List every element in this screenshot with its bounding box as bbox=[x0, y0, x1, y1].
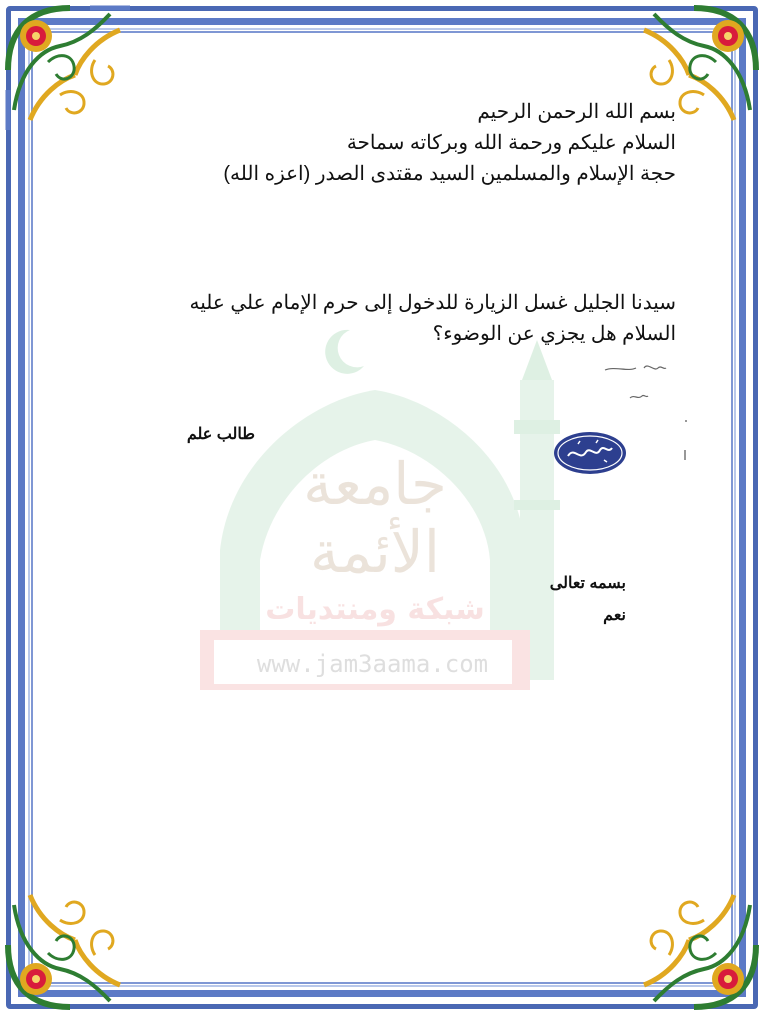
corner-ornament-bottom-left bbox=[0, 880, 135, 1015]
answer-heading: بسمه تعالى bbox=[549, 575, 626, 592]
answer-text: نعم bbox=[603, 607, 626, 624]
question-line: سيدنا الجليل غسل الزيارة للدخول إلى حرم الإمام علي عليه bbox=[189, 292, 676, 314]
official-seal-stamp bbox=[552, 430, 628, 476]
handwriting-mark-icon bbox=[680, 400, 692, 480]
greeting-line: بسم الله الرحمن الرحيم bbox=[477, 101, 676, 123]
corner-ornament-bottom-right bbox=[629, 880, 764, 1015]
watermark-subtitle: شبكة ومنتديات bbox=[265, 592, 485, 627]
answer-block bbox=[550, 568, 626, 632]
seal-icon bbox=[552, 430, 628, 476]
greeting-line: حجة الإسلام والمسلمين السيد مقتدى الصدر (اعزه الله) bbox=[223, 163, 676, 185]
question-block bbox=[86, 288, 676, 350]
site-watermark bbox=[200, 300, 560, 700]
question-line: السلام هل يجزي عن الوضوء؟ bbox=[432, 323, 676, 345]
greeting-block bbox=[116, 97, 676, 190]
sender-signature: طالب علم bbox=[186, 426, 255, 443]
corner-ornament-top-left bbox=[0, 0, 135, 135]
greeting-line: السلام عليكم ورحمة الله وبركاته سماحة bbox=[346, 132, 676, 154]
watermark-logo-text: جامعة الأئمة bbox=[303, 450, 447, 586]
watermark-url: www.jam3aama.com bbox=[256, 650, 489, 678]
handwriting-scribble-icon bbox=[600, 360, 670, 410]
